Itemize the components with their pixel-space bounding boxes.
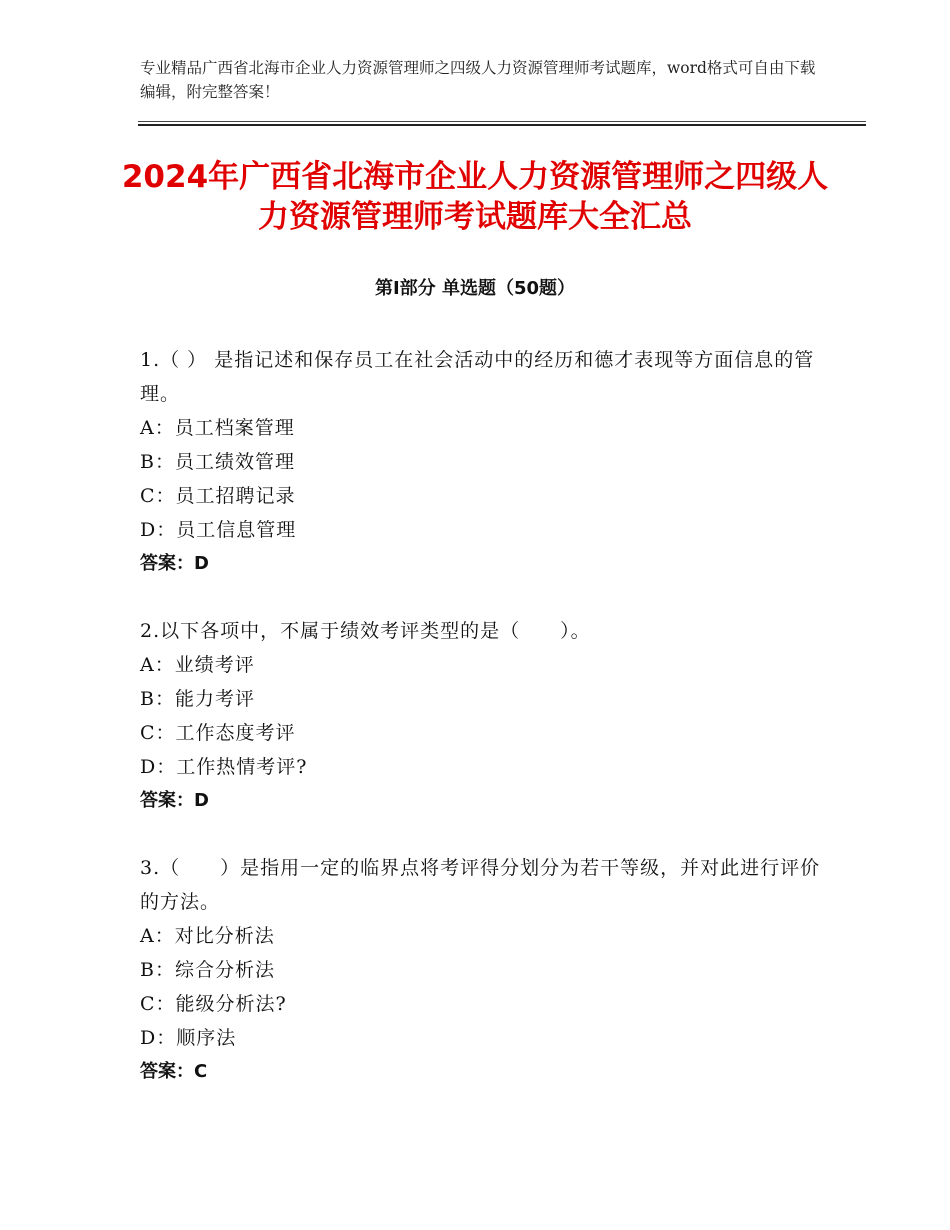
question-1: [140, 343, 830, 581]
question-2: [140, 614, 830, 818]
option-c: C：能级分析法?: [140, 993, 287, 1015]
option-a: A：员工档案管理: [140, 417, 295, 439]
option-d: D：顺序法: [140, 1027, 237, 1049]
header-note: 专业精品广西省北海市企业人力资源管理师之四级人力资源管理师考试题库，word格式可自由下载编辑，附完整答案！: [140, 59, 816, 101]
answer: 答案：D: [140, 553, 209, 574]
option-a: A：业绩考评: [140, 654, 255, 676]
header-divider: [138, 121, 866, 126]
option-b: B：员工绩效管理: [140, 451, 295, 473]
answer: 答案：D: [140, 790, 209, 811]
option-c: C：工作态度考评: [140, 722, 296, 744]
question-3: [140, 851, 830, 1089]
answer: 答案：C: [140, 1061, 208, 1082]
section-title: 第Ⅰ部分 单选题（50题）: [374, 278, 575, 299]
option-c: C：员工招聘记录: [140, 485, 296, 507]
option-d: D：员工信息管理: [140, 519, 297, 541]
option-b: B：综合分析法: [140, 959, 275, 981]
question-stem: 1.（ ） 是指记述和保存员工在社会活动中的经历和德才表现等方面信息的管理。: [140, 349, 815, 405]
option-b: B：能力考评: [140, 688, 255, 710]
question-stem: 3.（ ）是指用一定的临界点将考评得分划分为若干等级，并对此进行评价的方法。: [140, 857, 821, 913]
document-title: 2024年广西省北海市企业人力资源管理师之四级人力资源管理师考试题库大全汇总: [121, 159, 829, 235]
question-stem: 2.以下各项中，不属于绩效考评类型的是（ ）。: [140, 620, 591, 642]
option-d: D：工作热情考评?: [140, 756, 308, 778]
question-list: [140, 343, 830, 1122]
option-a: A：对比分析法: [140, 925, 275, 947]
